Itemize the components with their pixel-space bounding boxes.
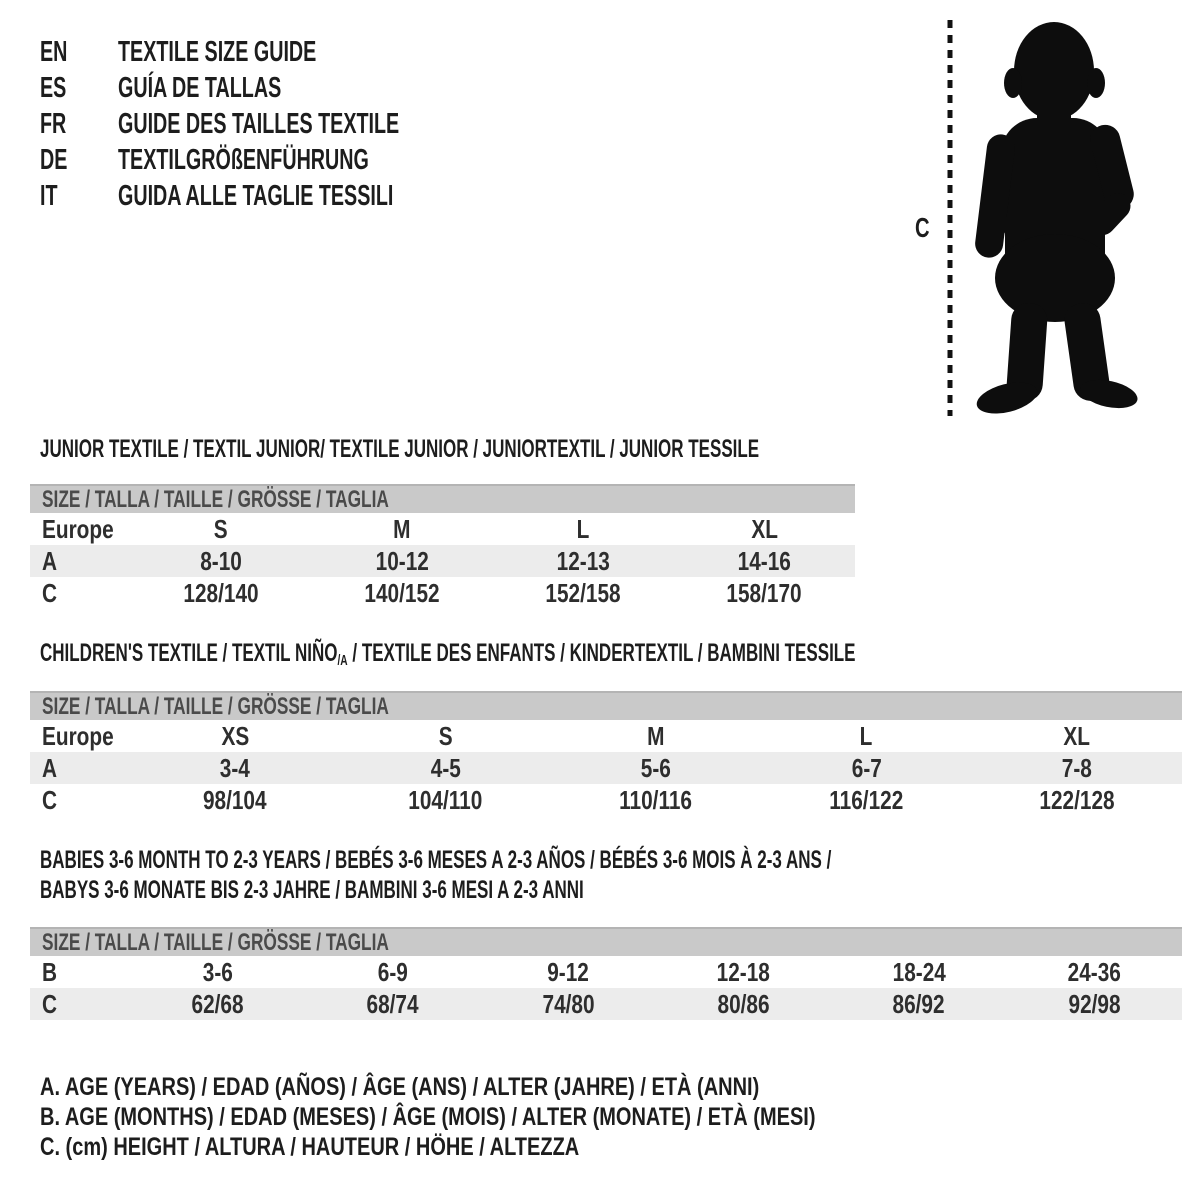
language-code: IT — [40, 179, 58, 212]
table-row — [30, 577, 855, 609]
row-label: A — [42, 752, 58, 783]
babies-section-heading: BABIES 3-6 MONTH TO 2-3 YEARS / BEBÉS 3-6 MESES A 2-3 AÑOS / BÉBÉS 3-6 MOIS À 2-3 ANS / BABYS 3-6 MONATE BIS 2-3 JAHRE / BAMBINI 3-6 MESI A 2-3 ANNI — [40, 846, 832, 904]
table-row — [30, 956, 1182, 988]
row-label: B — [42, 956, 58, 987]
language-row — [40, 106, 532, 142]
language-title: TEXTILGRÖßENFÜHRUNG — [118, 143, 369, 176]
junior-section-heading: JUNIOR TEXTILE / TEXTIL JUNIOR/ TEXTILE JUNIOR / JUNIORTEXTIL / JUNIOR TESSILE — [40, 435, 760, 463]
babies-size-table — [30, 927, 1182, 1020]
size-cell: M — [393, 513, 411, 544]
row-label: Europe — [42, 513, 114, 544]
size-cell: 158/170 — [726, 577, 802, 608]
size-cell: 24-36 — [1067, 956, 1121, 987]
language-title: GUÍA DE TALLAS — [118, 71, 282, 104]
size-cell: 14-16 — [737, 545, 791, 576]
size-cell: XL — [1063, 720, 1091, 751]
size-cell: 12-18 — [717, 956, 771, 987]
table-row — [30, 784, 1182, 816]
row-label: Europe — [42, 720, 114, 751]
size-cell: 62/68 — [191, 988, 244, 1019]
size-cell: 6-9 — [377, 956, 409, 987]
language-row — [40, 142, 532, 178]
size-cell: 80/86 — [717, 988, 770, 1019]
size-cell: 9-12 — [547, 956, 590, 987]
children-size-table — [30, 691, 1182, 816]
language-row — [40, 178, 532, 214]
language-row — [40, 70, 532, 106]
size-cell: 12-13 — [556, 545, 610, 576]
row-label: C — [42, 577, 58, 608]
size-cell: 4-5 — [430, 752, 461, 783]
junior-size-table — [30, 484, 855, 609]
size-header-bar — [30, 927, 1182, 956]
size-cell: 140/152 — [364, 577, 440, 608]
legend-line-c: C. (cm) HEIGHT / ALTURA / HAUTEUR / HÖHE / ALTEZZA — [40, 1132, 580, 1161]
size-cell: 74/80 — [542, 988, 595, 1019]
legend-line-b: B. AGE (MONTHS) / EDAD (MESES) / ÂGE (MOIS) / ALTER (MONATE) / ETÀ (MESI) — [40, 1102, 816, 1131]
nino-a-subscript: /A — [337, 652, 348, 669]
size-header-label: SIZE / TALLA / TAILLE / GRÖSSE / TAGLIA — [42, 928, 389, 956]
size-cell: L — [860, 720, 873, 751]
legend-line-a: A. AGE (YEARS) / EDAD (AÑOS) / ÂGE (ANS) / ALTER (JAHRE) / ETÀ (ANNI) — [40, 1072, 760, 1101]
size-cell: XL — [751, 513, 778, 544]
language-title: GUIDA ALLE TAGLIE TESSILI — [118, 179, 394, 212]
table-row — [30, 513, 855, 545]
language-title: GUIDE DES TAILLES TEXTILE — [118, 107, 400, 140]
children-section-heading: CHILDREN'S TEXTILE / TEXTIL NIÑO/A / TEXTILE DES ENFANTS / KINDERTEXTIL / BAMBINI TESSILE — [40, 639, 856, 669]
size-cell: 110/116 — [619, 784, 693, 815]
size-cell: 10-12 — [375, 545, 429, 576]
measure-label-c: C — [915, 212, 930, 243]
size-cell: XS — [221, 720, 250, 751]
size-cell: 116/122 — [829, 784, 904, 815]
size-cell: 68/74 — [366, 988, 420, 1019]
size-cell: 128/140 — [183, 577, 259, 608]
language-title: TEXTILE SIZE GUIDE — [118, 35, 317, 68]
size-cell: 3-6 — [202, 956, 233, 987]
size-header-label: SIZE / TALLA / TAILLE / GRÖSSE / TAGLIA — [42, 485, 389, 513]
size-cell: 6-7 — [851, 752, 882, 783]
size-cell: M — [647, 720, 665, 751]
size-cell: 7-8 — [1061, 752, 1092, 783]
measurement-legend — [40, 1072, 1009, 1162]
language-row — [40, 34, 532, 70]
language-list — [40, 34, 532, 214]
size-cell: 92/98 — [1068, 988, 1121, 1019]
row-label: C — [42, 784, 58, 815]
size-cell: 122/128 — [1039, 784, 1115, 815]
size-cell: L — [576, 513, 590, 544]
language-code: DE — [40, 143, 68, 176]
table-row — [30, 988, 1182, 1020]
size-header-bar — [30, 484, 855, 513]
language-code: EN — [40, 35, 68, 68]
table-row — [30, 720, 1182, 752]
language-code: ES — [40, 71, 67, 104]
size-cell: 152/158 — [545, 577, 621, 608]
size-cell: 86/92 — [892, 988, 946, 1019]
size-cell: 18-24 — [892, 956, 946, 987]
language-code: FR — [40, 107, 67, 140]
table-row — [30, 752, 1182, 784]
size-header-label: SIZE / TALLA / TAILLE / GRÖSSE / TAGLIA — [42, 692, 389, 720]
table-row — [30, 545, 855, 577]
size-cell: 104/110 — [408, 784, 483, 815]
size-cell: S — [213, 513, 228, 544]
size-cell: S — [438, 720, 453, 751]
row-label: C — [42, 988, 58, 1019]
toddler-silhouette-image — [955, 18, 1150, 418]
size-header-bar — [30, 691, 1182, 720]
size-cell: 5-6 — [640, 752, 672, 783]
size-cell: 98/104 — [203, 784, 268, 815]
size-cell: 8-10 — [199, 545, 242, 576]
row-label: A — [42, 545, 58, 576]
size-cell: 3-4 — [220, 752, 251, 783]
